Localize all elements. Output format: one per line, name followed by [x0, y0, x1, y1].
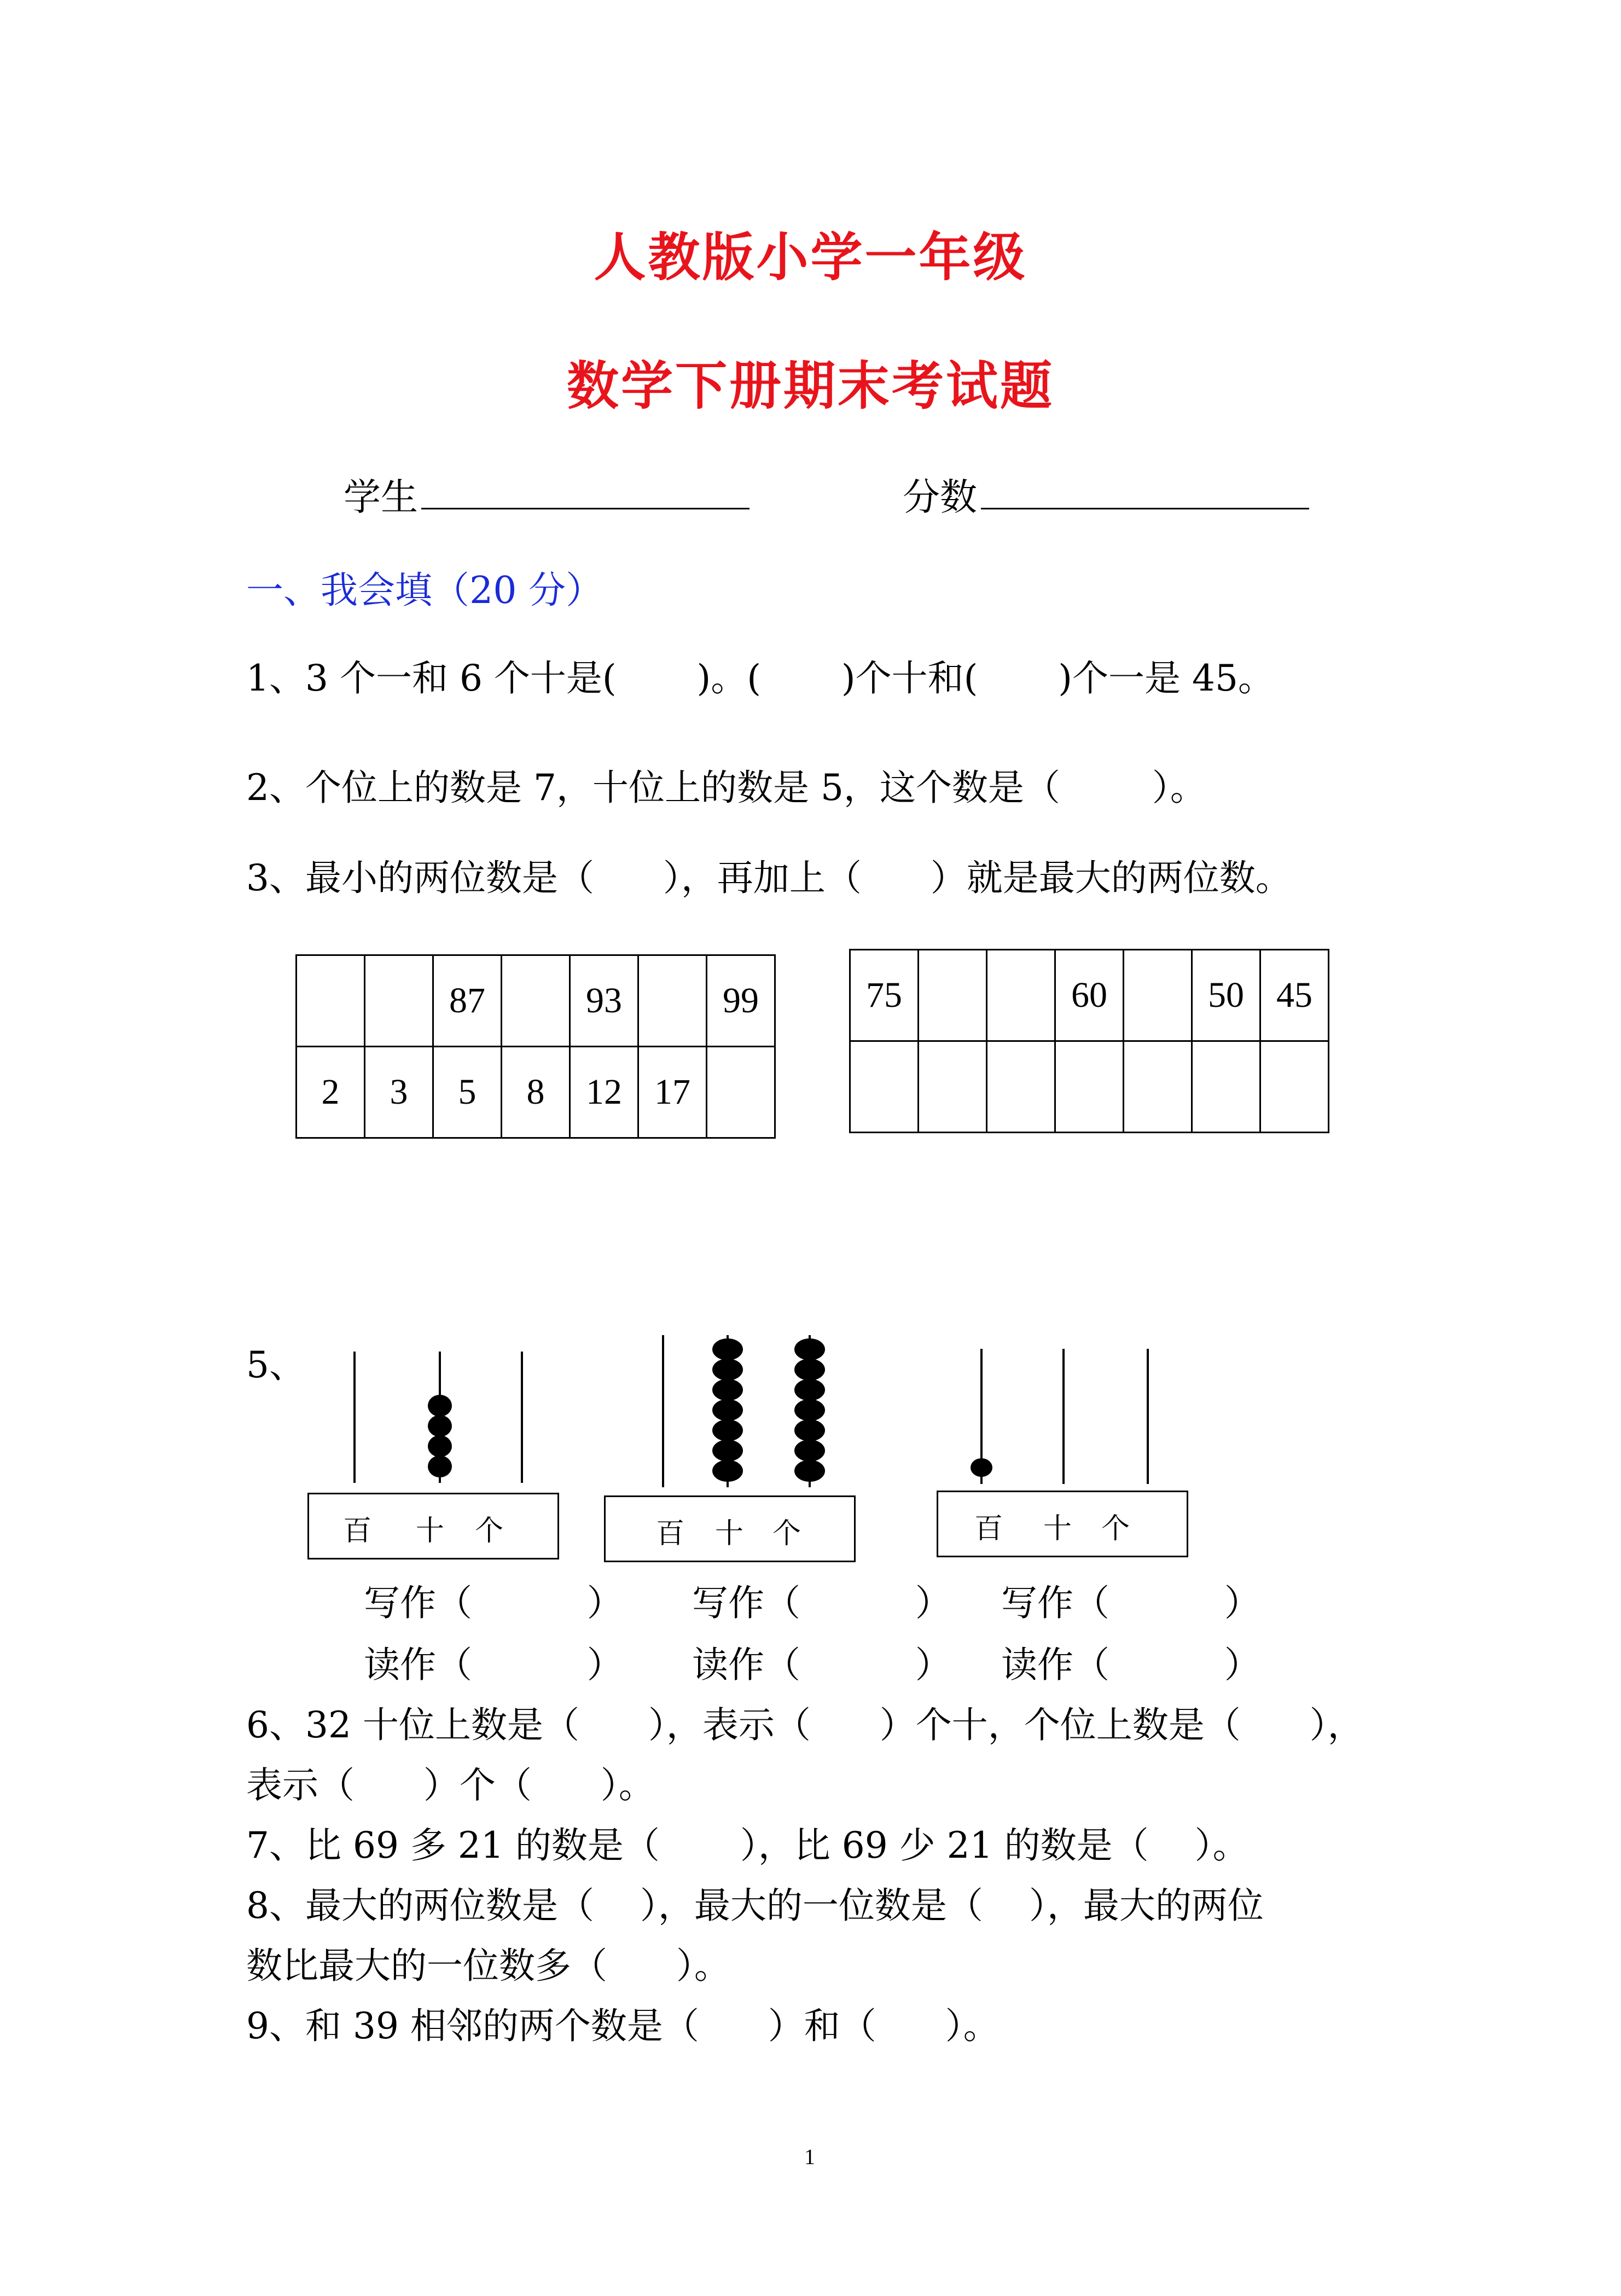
abacus-base-3 — [937, 1491, 1188, 1557]
abacus-bead — [712, 1379, 743, 1401]
abacus-bead — [428, 1435, 452, 1457]
abacus-bead — [794, 1338, 825, 1360]
abacus-bead — [712, 1338, 743, 1360]
abacus-1-write: 写作（ ） — [364, 1582, 623, 1624]
score-label: 分数 — [903, 476, 978, 519]
table-cell: 60 — [1055, 950, 1124, 1041]
place-label-ones: 个 — [475, 1515, 504, 1547]
place-label-hundreds: 百 — [974, 1512, 1003, 1545]
question-9: 9、和 39 相邻的两个数是（ ）和（ ）。 — [246, 2005, 1000, 2047]
question-5: 5、 — [246, 1344, 305, 1386]
abacus-bead — [794, 1460, 825, 1482]
place-label-tens: 十 — [416, 1515, 445, 1547]
place-label-hundreds: 百 — [343, 1515, 372, 1547]
table-cell: 2 — [297, 1047, 365, 1138]
title-line-2: 数学下册期末考试题 — [566, 356, 1054, 416]
page-number: 1 — [804, 2144, 815, 2169]
question-2: 2、个位上的数是 7，十位上的数是 5，这个数是（ ）。 — [246, 767, 1206, 809]
abacus-bead — [712, 1359, 743, 1381]
table-cell: 50 — [1192, 950, 1260, 1041]
abacus-base-1 — [307, 1493, 559, 1559]
abacus-bead — [794, 1379, 825, 1401]
table-cell: 8 — [502, 1047, 570, 1138]
table-cell: 93 — [570, 955, 638, 1047]
table-cell: 12 — [570, 1047, 638, 1138]
abacus-bead — [428, 1415, 452, 1437]
abacus-1-read: 读作（ ） — [364, 1644, 623, 1686]
question-7: 7、比 69 多 21 的数是（ ），比 69 少 21 的数是（ ）。 — [246, 1824, 1249, 1866]
table-cell: 45 — [1260, 950, 1329, 1041]
question-3: 3、最小的两位数是（ ），再加上（ ）就是最大的两位数。 — [246, 857, 1292, 899]
place-label-ones: 个 — [772, 1517, 801, 1550]
abacus-bead — [428, 1395, 452, 1417]
abacus-2-write: 写作（ ） — [692, 1582, 951, 1624]
abacus-bead — [712, 1419, 743, 1441]
section-heading-fill: 一、我会填（20 分） — [246, 569, 603, 612]
place-label-ones: 个 — [1101, 1512, 1130, 1545]
abacus-2-read: 读作（ ） — [692, 1644, 951, 1686]
table-cell: 5 — [433, 1047, 502, 1138]
abacus-base-2 — [604, 1495, 856, 1562]
abacus-bead — [712, 1440, 743, 1462]
student-label: 学生 — [344, 476, 419, 519]
abacus-3-write: 写作（ ） — [1001, 1582, 1260, 1624]
abacus-bead — [794, 1419, 825, 1441]
question-6-line-1: 6、32 十位上数是（ ），表示（ ）个十，个位上数是（ ）， — [246, 1704, 1364, 1746]
table-cell: 3 — [365, 1047, 433, 1138]
abacus-bead — [794, 1440, 825, 1462]
place-label-tens: 十 — [715, 1517, 744, 1550]
abacus-bead — [794, 1359, 825, 1381]
abacus-bead — [794, 1399, 825, 1421]
place-label-hundreds: 百 — [656, 1517, 685, 1550]
abacus-bead — [971, 1458, 992, 1477]
table-cell: 17 — [638, 1047, 707, 1138]
question-8-line-1: 8、最大的两位数是（ ），最大的一位数是（ ），最大的两位 — [246, 1885, 1264, 1927]
abacus-bead — [712, 1399, 743, 1421]
table-cell: 99 — [707, 955, 775, 1047]
table-cell: 87 — [433, 955, 502, 1047]
place-label-tens: 十 — [1043, 1512, 1072, 1545]
abacus-3-read: 读作（ ） — [1001, 1644, 1260, 1686]
table-cell: 75 — [850, 950, 919, 1041]
question-8-line-2: 数比最大的一位数多（ ）。 — [246, 1945, 730, 1987]
abacus-bead — [428, 1456, 452, 1477]
title-line-1: 人教版小学一年级 — [594, 227, 1027, 288]
question-1: 1、3 个一和 6 个十是( )。( )个十和( )个一是 45。 — [246, 657, 1274, 699]
abacus-bead — [712, 1460, 743, 1482]
question-6-line-2: 表示（ ）个（ ）。 — [246, 1764, 655, 1806]
